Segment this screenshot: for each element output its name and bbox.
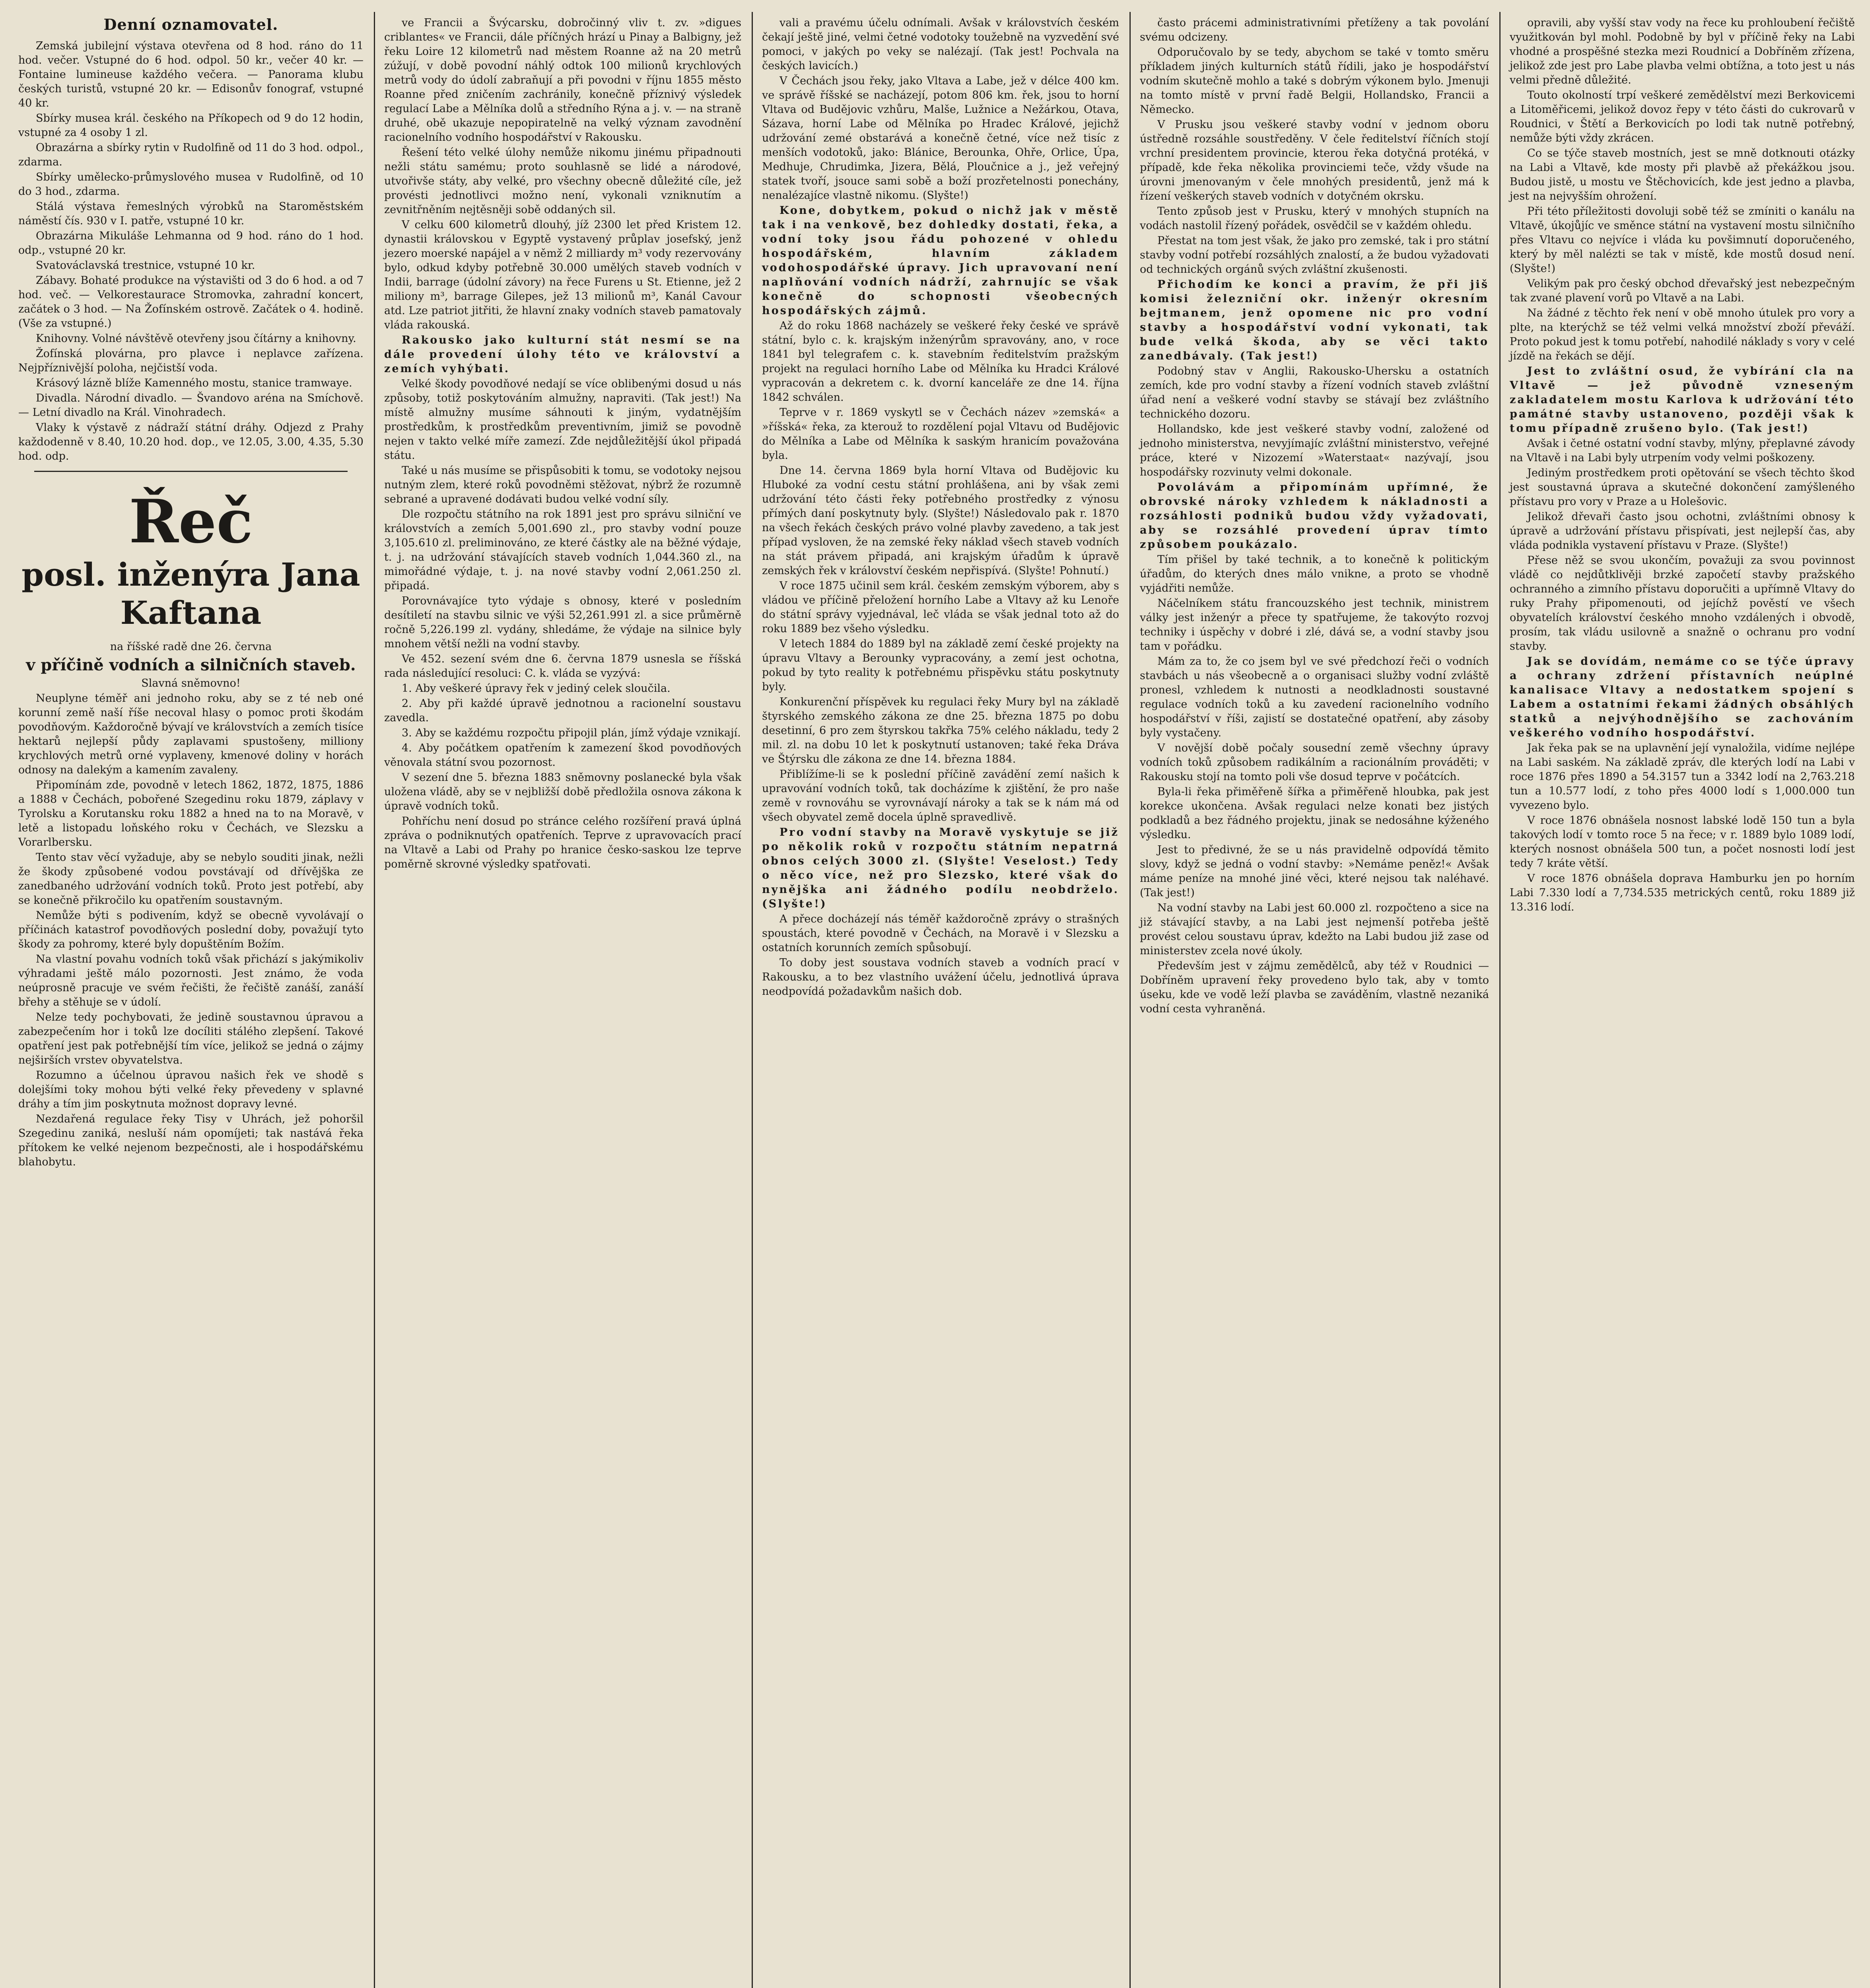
paragraph: Byla-li řeka přiměřeně šířka a přiměřeně hloubka, pak jest korekce ukončena. Avšak regulaci nelze konati bez jistých podkladů a bez řádného projektu, jinak se nedosáhne kýženého výsledku. bbox=[1140, 786, 1489, 841]
paragraph: Nezdařená regulace řeky Tisy v Uhrách, jež pohoršil Szegedinu zaniká, nesluší nám opomíjeti; tak nastává řeka přítokem ke velké nejenom bezpečnosti, ale i hospodářskému blahobytu. bbox=[18, 1113, 364, 1168]
column-rule bbox=[374, 12, 375, 1988]
column-4 bbox=[1133, 16, 1495, 1988]
notice-item: Krásový lázně blíže Kamenného mostu, stanice tramwaye. bbox=[36, 377, 352, 389]
paragraph: Velké škody povodňové nedají se více oblibenými dosud u nás způsoby, totiž poskytováním almužny, napraviti. (Tak jest!) Na místě almužny musíme sáhnouti k jiným, vydatnějším prostředkům, k prostředkům preventivním, jimiž se povodně nejen v takto velké míře zamezí. Zde nejdůležitější úkol připadá státu. bbox=[384, 378, 741, 462]
speech-topic: v příčině vodních a silničních staveb. bbox=[26, 656, 356, 674]
paragraph: Nemůže býti s podivením, když se obecně vyvolávají o příčinách katastrof povodňových poslední doby, považují tyto škody za pohromy, které byly dopuštěním Božím. bbox=[18, 909, 364, 950]
paragraph: Také u nás musíme se přispůsobiti k tomu, se vodotoky nejsou nutným zlem, které roků povodněmi stěžovat, nýbrž že rozumně sebrané a upravené dodávati budou velké vodní síly. bbox=[384, 464, 741, 505]
column-1 bbox=[12, 16, 370, 1988]
paragraph: Pro vodní stavby na Moravě vyskytuje se již po několik roků v rozpočtu státním nepatrná obnos celých 3000 zl. (Slyšte! Veselost.) Tedy o něco více, než pro Slezsko, které však do nynějška ani žádného podílu neobdrželo. (Slyšte!) bbox=[762, 826, 1119, 910]
column-5 bbox=[1503, 16, 1861, 1988]
paragraph: 2. Aby při každé úpravě jednotnou a racionelní soustavu zavedla. bbox=[384, 697, 741, 724]
paragraph: Touto okolností trpí veškeré zemědělství mezi Berkovicemi a Litoměřicemi, jelikož dovoz řepy v této části do cukrovarů v Roudnici, v Štětí a Berkovicích po lodi tak nutně potřebný, nemůže býti vždy zkrácen. bbox=[1510, 89, 1855, 144]
paragraph: často prácemi administrativními přetíženy a tak povolání svému odcizeny. bbox=[1140, 17, 1489, 43]
paragraph: V Čechách jsou řeky, jako Vltava a Labe, jež v délce 400 km. ve správě říšské se nacházejí, potom 806 km. řek, jsou to horní Vltava od Budějovic vzhůru, Malše, Lužnice a Nežárkou, Otava, Sázava, horní Labe od Mělníka po Hradec Králové, jejichž udržování zemé obstarává a konečně četné, více než tisíc z menších vodotoků, jako: Blánice, Berounka, Ohře, Orlice, Úpa, Medhuje, Chrudimka, Jizera, Bělá, Ploučnice a j., jež veřejný statek tvoří, jsouce sami sobě a boží prozřetelnosti ponechány, nenalézajíce vlastně nikomu. (Slyšte!) bbox=[762, 75, 1119, 202]
paragraph: 3. Aby se každému rozpočtu připojil plán, jímž výdaje vznikají. bbox=[402, 727, 741, 739]
notice-item: Žofínská plovárna, pro plavce i neplavce zařízena. Nejpříznivější poloha, nejčistší voda. bbox=[18, 348, 364, 374]
paragraph: 1. Aby veškeré úpravy řek v jediný celek sloučila. bbox=[402, 682, 671, 695]
paragraph: V novější době počaly sousední země všechny úpravy vodních toků způsobem radikálním a racionálním prováděti; v Rakousku stojí na tomto poli vše dosud teprve v počátcích. bbox=[1140, 742, 1489, 783]
paragraph: 4. Aby počátkem opatřením k zamezení škod povodňových věnovala státní svou pozornost. bbox=[384, 742, 741, 769]
notice-item: Zábavy. Bohaté produkce na výstavišti od 3 do 6 hod. a od 7 hod. več. — Velkorestaurace Stromovka, zahradní koncert, začátek o 3 hod. — Na Žofínském ostrově. Začátek o 4. hodině. (Vše za vstupné.) bbox=[18, 274, 364, 330]
paragraph: Jak řeka pak se na uplavnění její vynaložila, vidíme nejlépe na Labi saském. Na základě zpráv, dle kterých lodí na Labi v roce 1876 přes 1890 a 54.3157 tun a 3342 lodí na 2,763.218 tun a 10.577 lodí, z toho přes 4000 lodí s 1,000.000 tun vyvezeno bylo. bbox=[1510, 742, 1855, 812]
notice-item: Vlaky k výstavě z nádraží státní dráhy. Odjezd z Prahy každodenně v 8.40, 10.20 hod. dop., ve 12.05, 3.00, 4.35, 5.30 hod. odp. bbox=[18, 421, 364, 462]
paragraph: Rakousko jako kulturní stát nesmí se na dále provedení úlohy této ve království a zemích vyhýbati. bbox=[384, 334, 741, 375]
paragraph: V Prusku jsou veškeré stavby vodní v jednom oboru ústředně rozsáhle soustředěny. V čele ředitelství říčních stojí vrchní presidentem provincie, kterou řeka dotyčná protéká, v případě, kde řeka několika provinciemi teče, vždy všude na úrovni jmenovaným v čele mnohých presidentů, jenž má k řízení veškerých staveb vodních v dotyčném okrsku. bbox=[1140, 118, 1489, 202]
paragraph: Dle rozpočtu státního na rok 1891 jest pro správu silniční ve královstvích a zemích 5,001.690 zl., pro stavby vodní pouze 3,105.610 zl. preliminováno, ze které částky ale na běžné výdaje, t. j. na udržování stávajících staveb vodních 1,044.360 zl., na mimořádné výdaje, t. j. na nové stavby vodní 2,061.250 zl. připadá. bbox=[384, 508, 741, 592]
section-divider bbox=[34, 471, 348, 472]
paragraph: Rozumno a účelnou úpravou našich řek ve shodě s dolejšími toky mohou býti velké řeky převedeny v splavné dráhy a tím jim poskytnuta možnost dopravy levné. bbox=[18, 1069, 364, 1110]
column-rule bbox=[752, 12, 753, 1988]
paragraph: A přece docházejí nás téměř každoročně zprávy o strašných spoustách, které povodně v Čechách, na Moravě i v Slezsku a ostatních korunních zemích spůsobují. bbox=[762, 913, 1119, 954]
paragraph: Neuplyne téměř ani jednoho roku, aby se z té neb oné korunní země naší říše necoval hlasy o pomoc proti škodám povodňovým. Každoročně bývají ve královstvích a zemích tisíce hektarů nejlepší půdy zaplavami spustošeny, milliony krychlových metrů orné vyplaveny, kmenové doliny v horách odnosy na dalekým a kamením zavaleny. bbox=[18, 692, 364, 776]
paragraph: Jediným prostředkem proti opětování se všech těchto škod jest soustavná úprava a skutečné dokončení zamýšleného přístavu pro vory v Praze a u Holešovic. bbox=[1510, 467, 1855, 508]
paragraph: Především jest v zájmu zemědělců, aby též v Roudnici — Dobříněm upravení řeky provedeno bylo tak, aby v tomto úseku, kde ve vodě leží plavba se zaváděním, vlastně nezaniká vodní cesta vyhraněná. bbox=[1140, 960, 1489, 1015]
paragraph: Mám za to, že co jsem byl ve své předchozí řeči o vodních stavbách u nás všeobecně a o organisaci služby vodní zvláště pronesl, vzhledem k nutnosti a neodkladnosti soustavné regulace vodních toků a ku zavedení racionelního vodního hospodářství v říši, zajistí se dostatečné opatření, aby zásoby byly vystačeny. bbox=[1140, 655, 1489, 739]
notice-item: Zemská jubilejní výstava otevřena od 8 hod. ráno do 11 hod. večer. Vstupné do 6 hod. odpol. 50 kr., večer 40 kr. — Fontaine lumineuse každého večera. — Panorama klubu českých turistů, vstupné 20 kr. — Edisonův fonograf, vstupné 40 kr. bbox=[18, 40, 364, 109]
notice-item: Stálá výstava řemeslných výrobků na Staroměstském náměstí čís. 930 v I. patře, vstupné 10 kr. bbox=[18, 200, 364, 227]
paragraph: Přichodím ke konci a pravím, že při jiš komisi železniční okr. inženýr okresním bejtmanem, jenž opomene nic pro vodní stavby a hospodářství vodní vykonati, tak bude velká škoda, aby se věci takto zanedbávaly. (Tak jest!) bbox=[1140, 278, 1489, 362]
paragraph: Přestat na tom jest však, že jako pro zemské, tak i pro státní stavby vodní potřebí rozsáhlých znalostí, a že budou vyžadovati od technických orgánů svých zvláštní zkušenosti. bbox=[1140, 235, 1489, 276]
paragraph: Nelze tedy pochybovati, že jedině soustavnou úpravou a zabezpečením hor i toků lze docíliti stálého zlepšení. Takové opatření jest pak potřebnější tím více, jelikož se jedná o zájmy nejširších vrstev obyvatelstva. bbox=[18, 1011, 364, 1066]
column-3 bbox=[756, 16, 1125, 1988]
speech-title: Řeč bbox=[129, 487, 253, 557]
paragraph: Porovnávajíce tyto výdaje s obnosy, které v posledním desítiletí na stavbu silnic ve výši 52,261.991 zl. a sice průměrně ročně 5,226.199 zl. vydány, shledáme, že výdaje na silnice byly mnohem větší nežli na vodní stavby. bbox=[384, 595, 741, 650]
paragraph: Při této příležitosti dovoluji sobě též se zmíniti o kanálu na Vltavě, úkojůjíc ve směnce státní na vystavení mostu silničního přes Vltavu co nejvíce i vláda ku povšimnutí doporučeného, který by měl nalézti se tak v místě, kde mostů dosud není. (Slyšte!) bbox=[1510, 205, 1855, 275]
paragraph: Avšak i četné ostatní vodní stavby, mlýny, přeplavné závody na Vltavě i na Labi byly utrpením vody velmi poškozeny. bbox=[1510, 437, 1855, 464]
paragraph: Řešení této velké úlohy nemůže nikomu jinému připadnouti nežli státu samému; proto souhlasně se lidé a národové, utvořivše státy, aby velké, pro všechny obecně důležité cíle, jež provésti jednotlivci možno není, vykonali vzniknutím a zevnitřněním nejtěsněji sobě oddaných sil. bbox=[384, 146, 741, 216]
paragraph: Odporučovalo by se tedy, abychom se také v tomto směru příkladem jiných kulturních států řídili, jako je hospodářství vodním skutečně mohlo a také s dobrým výkonem bylo. Jmenuji na tomto místě v první řadě Belgii, Hollandsko, Francii a Německo. bbox=[1140, 46, 1489, 116]
paragraph: Tento způsob jest v Prusku, který v mnohých stupních na vodách nastolil řízený pořádek, osvědčil se v každém ohledu. bbox=[1140, 205, 1489, 232]
paragraph: Tento stav věcí vyžaduje, aby se nebylo souditi jinak, nežli že škody způsobené vodou povstávají od dřívějška ze zanedbaného udržování vodních toků. Proto jest potřebí, aby se konečně přikročilo ku opatřením soustavným. bbox=[18, 851, 364, 907]
paragraph: Povolávám a připomínám upřímné, že obrovské nároky vzhledem k nákladnosti a rozsáhlosti podniků budou vždy vyžadovati, aby se rozsáhlé provedení úprav tímto způsobem poukázalo. bbox=[1140, 481, 1489, 551]
speech-meta: na říšské radě dne 26. června bbox=[110, 641, 272, 653]
paragraph: V roce 1875 učinil sem král. českém zemským výborem, aby s vládou ve příčině přeložení horního Labe a Vltavy až ku Lenoře do státní správy vyjednával, leč vláda se však jednal toto až do roku 1889 bez všeho výsledku. bbox=[762, 580, 1119, 635]
speech-subtitle: posl. inženýra Jana Kaftana bbox=[21, 556, 360, 631]
paragraph: Teprve v r. 1869 vyskytl se v Čechách název »zemská« a »říšská« řeka, za kterouž to rozdělení pojal Vltavu od Budějovic do Mělníka a Labe od Mělníka k saským hranicím považována byla. bbox=[762, 406, 1119, 462]
paragraph: V sezení dne 5. března 1883 sněmovny poslanecké byla však uložena vládě, aby se v nejbližší době předložila osnova zákona k úpravě vodních toků. bbox=[384, 771, 741, 812]
paragraph: Kone, dobytkem, pokud o nichž jak v městě tak i na venkově, bez dohledky dostati, řeka, a vodní toky jsou řádu pohozené v ohledu hospodářském, hlavním základem vodohospodářské úpravy. Jich upravovaní není naplňování vodních nádrží, zahrnujíc se však konečně do schopnosti všeobecných hospodářských zájmů. bbox=[762, 204, 1119, 317]
column-2 bbox=[378, 16, 748, 1988]
notice-item: Sbírky umělecko-průmyslového musea v Rudolfině, od 10 do 3 hod., zdarma. bbox=[18, 171, 364, 198]
paragraph: Hollandsko, kde jest veškeré stavby vodní, založené od jednoho ministerstva, nevyjímajíc zvláštní ministerstvo, veřejné práce, které v Nizozemí »Waterstaat« nazývají, jsou hospodářsky rozvinuty velmi dokonale. bbox=[1140, 423, 1489, 478]
paragraph: V celku 600 kilometrů dlouhý, jíž 2300 let před Kristem 12. dynastii královskou v Egyptě vystavený průplav josefský, jenž jezero moerské napájel a v němž 2 milliardy m³ vody rezervovány bylo, odkud kdyby potřebně 30.000 umělých staveb vodních v Indii, barrage (údolní závory) na řece Furens u St. Etienne, jež 2 miliony m³, barrage Gilepes, jež 13 milionů m³, Kanál Cavour atd. Lze patriot jitřiti, že hlavní znaky vodních staveb pamatovaly vláda rakouská. bbox=[384, 219, 741, 331]
paragraph: Dne 14. června 1869 byla horní Vltava od Budějovic ku Hluboké za vodní cestu státní prohlášena, ani by však zemi udržování této části řeky potřebného prostředky z výnosu přímých daní poskytnuty byly. (Slyšte!) Následovalo pak r. 1870 na všech řekách českých právo volné plavby zavedeno, a tak jest případ vysloven, že na zemské řeky náklad všech staveb vodních na stát právem připadá, ani krajským úřadům k úpravě zemských řek v království českém nepřispívá. (Slyšte! Pohnutí.) bbox=[762, 464, 1119, 577]
paragraph: Jelikož dřevaři často jsou ochotni, zvláštními obnosy k úpravě a udržování přístavu přispívati, jest nejlepší čas, aby vláda podnikla vystavení přístavu v Praze. (Slyšte!) bbox=[1510, 511, 1855, 551]
paragraph: Přiblížíme-li se k poslední příčině zavádění zemí našich k upravování vodních toků, tak docházíme k zjištění, že pro naše země v rovnováhu se vyrovnávají nároky a tak se k nám má od všech obyvatel země docela úplně spravedlivě. bbox=[762, 768, 1119, 823]
paragraph: Náčelníkem státu francouzského jest technik, ministrem války jest inženýr a přece ty spatřujeme, že takovýto rozvoj techniky i úspěchy v dobré i zlé, dává se, a vodní stavby jsou tam v pořádku. bbox=[1140, 597, 1489, 652]
paragraph: To doby jest soustava vodních staveb a vodních prací v Rakousku, a to bez vlastního uvážení účelu, jednotlivá úprava neodpovídá požadavkům našich dob. bbox=[762, 957, 1119, 998]
paragraph: Na žádné z těchto řek není v obě mnoho útulek pro vory a plte, na kterýchž se též velmi velká množství zboží převáží. Proto pokud jest k tomu potřebí, nahodilé náklady s vory v celé jízdě na řekách se dějí. bbox=[1510, 307, 1855, 362]
paragraph: Na vlastní povahu vodních toků však přichází s jakýmikoliv výhradami ještě málo pozornosti. Jest známo, že voda neúprosně pracuje ve svém řečišti, že řečiště zanáší, zanáší břehy a stěhuje se v údolí. bbox=[18, 953, 364, 1008]
notices-list bbox=[18, 39, 364, 464]
section-title: Denní oznamovatel. bbox=[103, 16, 278, 33]
paragraph: V roce 1876 obnášela doprava Hamburku jen po horním Labi 7.330 lodí a 7,734.535 metrických centů, roku 1889 již 13.316 lodí. bbox=[1510, 872, 1855, 913]
notice-item: Obrazárna a sbírky rytin v Rudolfině od 11 do 3 hod. odpol., zdarma. bbox=[18, 142, 364, 168]
paragraph: Konkurenční příspěvek ku regulaci řeky Mury byl na základě štyrského zemského zákona ze dne 25. března 1875 po dobu desetinní, 6 pro zem štyrskou takřka 75% celého nákladu, tedy 2 mil. zl. na dobu 10 let k poskytnutí ustanoven; také řeka Dráva ve Štýrsku dle zákona ze dne 14. března 1884. bbox=[762, 696, 1119, 765]
paragraph: Podobný stav v Anglii, Rakousko-Uhersku a ostatních zemích, kde pro vodní stavby a řízení vodních staveb zvláštní úřad není a veškeré vodní stavby se stávají bez zvláštního technického dozoru. bbox=[1140, 365, 1489, 420]
paragraph: Pohříchu není dosud po stránce celého rozšíření pravá úplná zpráva o podniknutých opatřeních. Teprve z upravovacích prací na Vltavě a Labi od Prahy po hranice česko-saskou lze teprve poměrně skrovné výsledky spatřovati. bbox=[384, 815, 741, 870]
paragraph: vali a pravému účelu odnímali. Avšak v královstvích českém čekají ještě jiné, velmi četné vodotoky toužebně na vyzvedění své pomoci, v jakých po veky se nalézají. (Tak jest! Pochvala na českých lavicích.) bbox=[762, 17, 1119, 72]
paragraph: V roce 1876 obnášela nosnost labské lodě 150 tun a byla takových lodí v tomto roce 5 na řece; v r. 1889 bylo 1089 lodí, kterých nosnost obnášela 500 tun, a počet nosnosti lodí jest tedy 7 kráte větší. bbox=[1510, 814, 1855, 870]
paragraph: Jak se dovídám, nemáme co se týče úpravy a ochrany zdržení přístavních neúplné kanalisace Vltavy a nedostatkem spojení s Labem a ostatními řekami žádných obsáhlých statků a nejvýhodnějšího se zachováním veškerého vodního hospodářství. bbox=[1510, 655, 1855, 739]
paragraph: Jest to předivné, že se u nás pravidelně odpovídá těmito slovy, když se jedná o vodní stavby: »Nemáme peněz!« Avšak máme peníze na mnohé jiné věci, které nejsou tak naléhavé. (Tak jest!) bbox=[1140, 844, 1489, 899]
paragraph: V letech 1884 do 1889 byl na základě zemí české projekty na úpravu Vltavy a Berounky vypracovány, a zemí jest ochotna, pokud by tyto reality k potřebnému přispěvku státu poskytnuty byly. bbox=[762, 638, 1119, 693]
paragraph: Jest to zvláštní osud, že vybírání cla na Vltavě — jež původně vzneseným zakladatelem mostu Karlova k udržování této památné stavby ustanoveno, později však k tomu případně zrušeno bylo. (Tak jest!) bbox=[1510, 365, 1855, 435]
column-rule bbox=[1129, 12, 1131, 1988]
salutation: Slavná sněmovno! bbox=[141, 677, 241, 689]
paragraph: Přese něž se svou ukončím, považuji za svou povinnost vládě co nejdůtklivěji brzké započetí stavby pražského ochranného a zimního přístavu doporučiti a upřímně Vltavy do ruky Prahy připomenouti, od jejíchž pověstí ve všech obyvatelích království českého mnoho vzdálených i obvodě, prosím, tak vládu usilovně a snažně o ochranu pro vodní stavby. bbox=[1510, 554, 1855, 652]
paragraph: opravili, aby vyšší stav vody na řece ku prohloubení řečiště využitkován byl mohl. Podobně by byl v příčině řeky na Labi vhodné a prospěšné stezka mezi Roudnicí a Dobříněm zřízena, jelikož zde jest pro Labe plavba velmi obtížna, a toto jest u nás velmi předně důležité. bbox=[1510, 17, 1855, 86]
paragraph: ve Francii a Švýcarsku, dobročinný vliv t. zv. »digues criblantes« ve Francii, dále příčných hrází u Pinay a Balbigny, jež řeku Loire 12 kilometrů nad městem Roanne až na 20 metrů zúžují, v době povodní náhlý odtok 100 milionů krychlových metrů vody do údolí zabraňují a při povodni v říjnu 1855 město Roanne před zničením zachránily, konečně příznivý výsledek regulací Labe a Mělníka dolů a středního Rýna a j. v. — na straně druhé, obě ukazuje nepopiratelně na velký význam zavodnění racionelního vodního hospodářství v Rakousku. bbox=[384, 17, 741, 144]
paragraph: Co se týče staveb mostních, jest se mně dotknouti otázky na Labi a Vltavě, kde mosty při plavbě až překážkou jsou. Budou jistě, u mostu ve Štěchovicích, kde jest jedno a plavba, jest na nejvyšším ohrožení. bbox=[1510, 147, 1855, 202]
notice-item: Sbírky musea král. českého na Příkopech od 9 do 12 hodin, vstupné za 4 osoby 1 zl. bbox=[18, 112, 364, 139]
notice-item: Knihovny. Volné návštěvě otevřeny jsou čítárny a knihovny. bbox=[36, 332, 356, 345]
paragraph: Až do roku 1868 nacházely se veškeré řeky české ve správě státní, bylo c. k. krajským inženýrům spravovány, ano, v roce 1841 byl telegrafem c. k. stavebním ředitelstvím pražským projekt na regulaci horního Labe od Mělníka ku Hradci Králové vypracován a dekretem c. k. dvorní kanceláře ze dne 14. října 1842 schválen. bbox=[762, 320, 1119, 404]
notice-item: Svatováclavská trestnice, vstupné 10 kr. bbox=[36, 259, 255, 272]
paragraph: Připomínám zde, povodně v letech 1862, 1872, 1875, 1886 a 1888 v Čechách, pobořené Szegedinu roku 1879, záplavy v Tyrolsku a Korutansku roku 1882 a hned na to na Moravě, v letě a listopadu loňského roku v Čechách, ve Slezsku a Vorarlbersku. bbox=[18, 779, 364, 848]
paragraph: Tím přišel by také technik, a to konečně k politickým úřadům, do kterých dnes málo vnikne, a proto se vhodně vyjádřiti nemůže. bbox=[1140, 553, 1489, 594]
notice-item: Divadla. Národní divadlo. — Švandovo aréna na Smíchově. — Letní divadlo na Král. Vinohradech. bbox=[18, 392, 364, 419]
paragraph: Velikým pak pro český obchod dřevařský jest nebezpečným tak zvané plavení vorů po Vltavě a na Labi. bbox=[1510, 278, 1855, 304]
column-rule bbox=[1499, 12, 1501, 1988]
paragraph: Ve 452. sezení svém dne 6. června 1879 usnesla se říšská rada následující resoluci: C. k. vláda se vyzývá: bbox=[384, 653, 741, 679]
paragraph: Na vodní stavby na Labi jest 60.000 zl. rozpočteno a sice na již stávající stavby, a na Labi jest nejmenší potřeba ještě provést celou soustavu úprav, kdežto na Labi budou již zase od ministerstev zcela nové úkoly. bbox=[1140, 902, 1489, 957]
notice-item: Obrazárna Mikuláše Lehmanna od 9 hod. ráno do 1 hod. odp., vstupné 20 kr. bbox=[18, 230, 364, 256]
